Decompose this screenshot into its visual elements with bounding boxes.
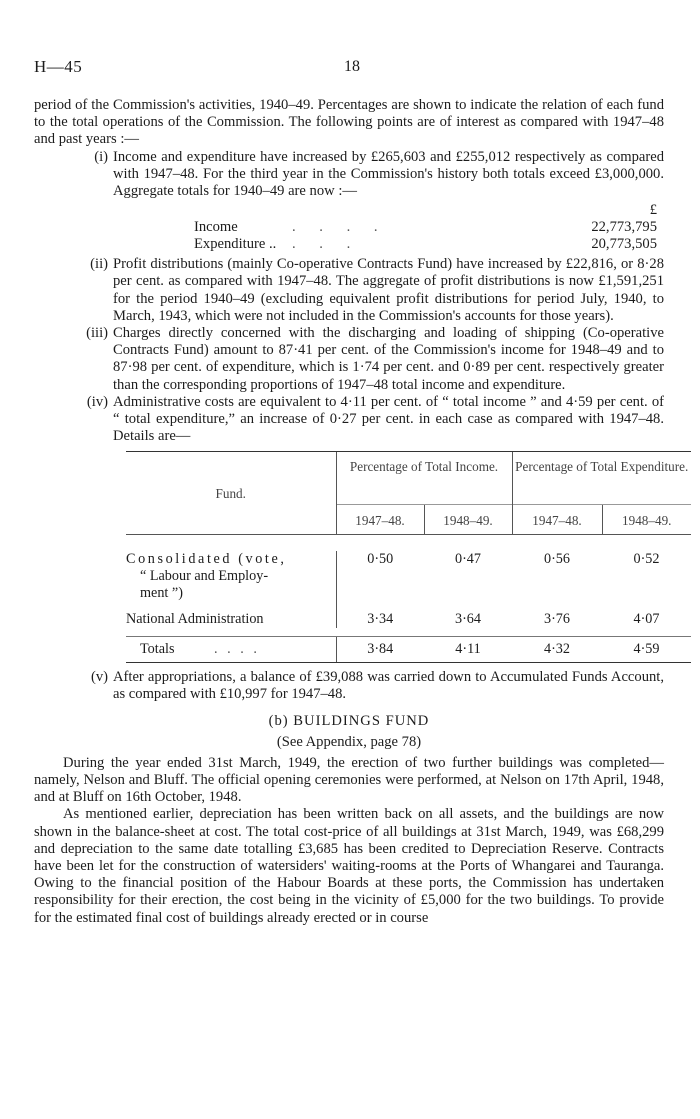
totals-label [126,636,336,662]
section-subheading: (See Appendix, page 78) [276,733,422,750]
page-number: 18 [344,58,360,75]
item-text: After appropriations, a balance of £39,088 was carried down to Accumulated Funds Account, as compared with £10,997 for 1947–48. [113,668,664,703]
item-number: (v) [90,668,108,685]
table-cell: 0·50 [336,551,424,602]
table-row [126,551,691,602]
year-header: 1947–48. [512,504,602,534]
fund-column-header: Fund. [215,485,246,501]
table-cell: 0·56 [543,550,570,567]
aggregate-row [34,236,664,253]
table-cell: 3·76 [543,610,570,627]
leader-dots: . . . [292,236,361,253]
item-text: Profit distributions (mainly Co-operative Contracts Fund) have increased by £22,816, or 8·28 per cent. as compared with 1947–48. The aggregate of profit distributions is now £1,591,251 for the period 1940–49 (excluding equivalent profit distributions for period July, 1940, to March, 1943, which were not included in the Commission's accounts for those years). [113,256,664,324]
page-body [34,97,689,927]
aggregate-totals [34,202,664,253]
income-group-header: Percentage of Total Income. [336,452,512,504]
page-header [34,58,664,78]
expenditure-group-header: Percentage of Total Expenditure. [512,452,691,504]
item-number: (iii) [86,325,108,342]
page-id: H—45 [34,57,83,76]
item-text: Administrative costs are equivalent to 4·11 per cent. of “ total income ” and 4·59 per cent. of “ total expenditure,” an increase of 0·27 per cent. in each case as compared with 1947–48. Details are— [113,393,664,445]
year-header: 1947–48. [336,504,424,534]
list-item [34,394,664,446]
fund-label [126,551,336,602]
table-cell: 4·07 [633,610,660,627]
item-text: Charges directly concerned with the discharging and loading of shipping (Co-operative Contracts Fund) amount to 87·41 per cent. of the Commission's income for 1948–49 and to 87·98 per cent. of expenditure, which is 1·74 per cent. and 0·89 per cent. respectively greater than the corresponding proportions of 1947–48 total income and expenditure. [113,325,664,393]
leader-dots: . . . . [292,219,388,236]
fund-label-line: “ Labour and Employ- [140,567,269,584]
table-cell: 0·47 [454,550,481,567]
aggregate-row [34,219,664,236]
aggregate-label: Expenditure .. [194,236,277,253]
totals-label-text: Totals [140,640,175,657]
list-item [34,669,664,703]
year-header: 1948–49. [424,504,512,534]
table-cell: 4·32 [512,636,602,662]
intro-paragraph: period of the Commission's activities, 1940–49. Percentages are shown to indicate the relation of each fund to the total operations of the Commission. The following points are of interest as compared with 1947–48 and past years :— [34,97,664,148]
table-cell: 3·64 [454,610,481,627]
section-heading: (b) BUILDINGS FUND [268,713,430,730]
body-paragraph: During the year ended 31st March, 1949, the erection of two further buildings was completed—namely, Nelson and Bluff. The official opening ceremonies were performed, at Nelson on 17th April, 1948, and at Bluff on 16th October, 1948. [34,754,664,806]
totals-row [126,636,691,662]
fund-label-line: Consolidated (vote, [126,550,287,567]
table-cell: 3·84 [336,636,424,662]
table-cell: 3·34 [336,602,424,628]
list-item [34,149,664,201]
aggregate-value: 22,773,795 [591,219,657,236]
aggregate-value: 20,773,505 [591,236,657,253]
item-number: (i) [94,148,108,165]
fund-label-line: ment ”) [140,584,183,601]
currency-unit: £ [649,202,657,219]
aggregate-label: Income [194,219,238,236]
list-item [34,256,664,325]
table-cell: 4·59 [602,636,691,662]
table-cell: 0·52 [633,550,660,567]
table-cell: 4·11 [424,636,512,662]
item-number: (iv) [86,393,108,410]
table-row [126,602,691,628]
leader-dots: . . . . [214,640,260,657]
item-number: (ii) [90,256,108,273]
body-paragraph: As mentioned earlier, depreciation has been written back on all assets, and the buildings are now shown in the balance-sheet at cost. The total cost-price of all buildings at 31st March, 1949, was £68,299 and depreciation to the same date totalling £3,685 has been credited to Depreciation Reserve. Contracts have been let for the construction of watersiders' waiting-rooms at the Ports of Whangarei and Tauranga. Owing to the financial position of the Habour Boards at these ports, the Commission has undertaken responsibility for their erection, the cost being in the vicinity of £5,000 for the two buildings. To provide for the estimated final cost of buildings already erected or in course [34,806,664,926]
item-text: Income and expenditure have increased by £265,603 and £255,012 respectively as compared with 1947–48. For the third year in the Commission's history both totals exceed £3,000,000. Aggregate totals for 1940–49 are now :— [113,148,664,200]
year-header: 1948–49. [602,504,691,534]
list-item [34,325,664,394]
fund-label: National Administration [126,610,264,627]
percentage-table [126,451,691,663]
